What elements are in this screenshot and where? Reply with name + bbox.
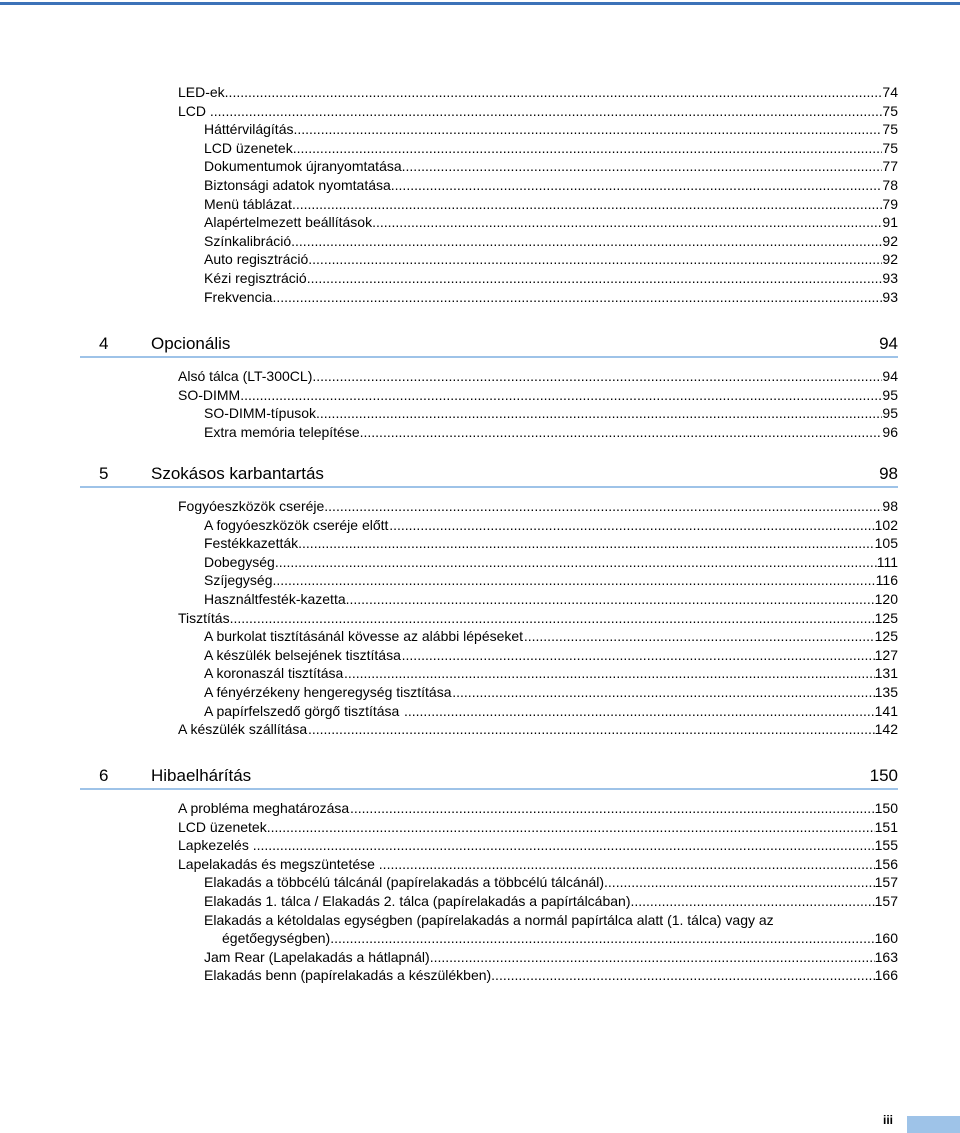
toc-entry[interactable] [0, 799, 960, 817]
toc-entry-title: Lapkezelés [178, 837, 249, 854]
toc-entry-page: 155 [874, 837, 898, 854]
toc-entry[interactable] [0, 386, 960, 404]
toc-entry-page: 156 [874, 855, 898, 872]
dot-leader [308, 720, 875, 738]
dot-leader [293, 139, 883, 157]
toc-entry[interactable] [0, 911, 960, 929]
toc-entry-title: Festékkazetták [204, 535, 299, 552]
toc-entry-page: 135 [874, 684, 898, 700]
chapter-number: 6 [99, 766, 109, 785]
toc-entry-title: Frekvencia [204, 288, 273, 305]
toc-entry[interactable] [0, 176, 960, 194]
toc-entry-title: Alapértelmezett beállítások [204, 214, 373, 231]
chapter-page: 150 [869, 766, 898, 785]
dot-leader [330, 929, 874, 947]
toc-entry-page: 151 [874, 818, 898, 835]
toc-entry-title: A koronaszál tisztítása [204, 665, 344, 682]
dot-leader [240, 386, 882, 404]
chapter-page: 98 [879, 464, 898, 483]
toc-entry-title: Alsó tálca (LT-300CL) [178, 368, 313, 384]
toc-entry-page: 142 [874, 721, 898, 738]
toc-entry-page: 102 [874, 516, 898, 533]
toc-entry-title: Fogyóeszközök cseréje [178, 498, 325, 514]
toc-entry-title: SO-DIMM [178, 386, 241, 403]
toc-entry-page: 127 [874, 646, 898, 663]
dot-leader [272, 288, 882, 306]
toc-entry[interactable] [0, 250, 960, 268]
toc-entry-page: 75 [882, 139, 898, 156]
dot-leader [230, 609, 875, 627]
toc-entry-title: LCD üzenetek [204, 139, 293, 156]
toc-entry[interactable] [0, 892, 960, 910]
toc-entry-title: Extra memória telepítése [204, 423, 360, 440]
toc-entry[interactable] [0, 139, 960, 157]
toc-entry-title: égetőegységben) [222, 930, 331, 947]
toc-entry-title: A készülék belsejének tisztítása [204, 646, 401, 663]
toc-entry-page: 163 [874, 948, 898, 965]
dot-leader [389, 516, 874, 534]
dot-leader [267, 818, 875, 836]
toc-entry[interactable] [0, 120, 960, 138]
chapter-title: Hibaelhárítás [151, 766, 252, 785]
toc-entry[interactable] [0, 423, 960, 441]
dot-leader [275, 553, 877, 571]
toc-entry-page: 120 [874, 591, 898, 607]
toc-entry[interactable] [0, 553, 960, 571]
toc-entry-title: SO-DIMM-típusok [204, 405, 317, 422]
toc-entry[interactable] [0, 288, 960, 306]
toc-entry[interactable] [0, 157, 960, 175]
toc-entry-page: 95 [882, 405, 898, 422]
toc-entry-title: A probléma meghatározása [178, 800, 350, 816]
chapter-rule [80, 486, 898, 488]
toc-entry-title: LCD üzenetek [178, 818, 267, 835]
toc-entry-page: 75 [882, 102, 898, 119]
toc-entry-page: 157 [874, 874, 898, 891]
toc-entry-page: 93 [882, 288, 898, 305]
toc-entry-page: 93 [882, 270, 898, 286]
toc-entry-title: Kézi regisztráció [204, 270, 307, 286]
toc-entry-title: Szíjegység [204, 572, 273, 589]
toc-entry-title: Dobegység [204, 553, 275, 570]
toc-entry-page: 105 [874, 535, 898, 552]
toc-entry-title: Lapelakadás és megszüntetése [178, 855, 375, 872]
dot-leader [344, 664, 875, 682]
dot-leader [360, 423, 883, 441]
chapter-heading[interactable] [0, 764, 960, 788]
dot-leader [350, 799, 875, 817]
chapter-heading[interactable] [0, 332, 960, 356]
toc-entry[interactable] [0, 497, 960, 515]
dot-leader [291, 232, 882, 250]
toc-entry-title: Háttérvilágítás [204, 121, 294, 138]
dot-leader [312, 367, 882, 385]
toc-entry[interactable] [0, 855, 960, 873]
toc-entry-page: 96 [882, 423, 898, 440]
dot-leader [404, 702, 875, 720]
dot-leader [307, 269, 883, 287]
toc-entry-page: 125 [874, 628, 898, 645]
dot-leader [452, 683, 874, 701]
toc-entry-title: Használtfesték-kazetta [204, 591, 346, 607]
toc-entry-page: 141 [874, 702, 898, 719]
dot-leader [292, 195, 882, 213]
toc-entry-title: A papírfelszedő görgő tisztítása [204, 702, 400, 719]
toc-entry-page: 116 [875, 572, 898, 589]
dot-leader [524, 627, 875, 645]
chapter-title: Opcionális [151, 334, 231, 353]
dot-leader [324, 497, 882, 515]
toc-entry-title: Auto regisztráció [204, 251, 309, 268]
toc-entry-title: A fogyóeszközök cseréje előtt [204, 516, 389, 533]
toc-entry[interactable] [0, 702, 960, 720]
toc-entry[interactable] [0, 516, 960, 534]
toc-entry[interactable] [0, 818, 960, 836]
dot-leader [630, 892, 874, 910]
toc-entry-page: 157 [874, 893, 898, 909]
toc-entry[interactable] [0, 232, 960, 250]
chapter-number: 4 [99, 334, 109, 353]
toc-entry[interactable] [0, 664, 960, 682]
toc-entry-page: 125 [874, 609, 898, 626]
toc-entry-title: A készülék szállítása [178, 721, 308, 738]
toc-entry[interactable] [0, 404, 960, 422]
toc-entry[interactable] [0, 571, 960, 589]
dot-leader [402, 157, 883, 175]
corner-tab [907, 1116, 960, 1133]
toc-entry-title: Menü táblázat [204, 195, 292, 212]
toc-entry-title: Elakadás 1. tálca / Elakadás 2. tálca (papírelakadás a papírtálcában) [204, 893, 631, 909]
toc-entry-page: 79 [882, 195, 898, 212]
chapter-page: 94 [879, 334, 898, 353]
toc-entry[interactable] [0, 83, 960, 101]
toc-entry-page: 160 [874, 930, 898, 947]
toc-entry-page: 95 [882, 386, 898, 403]
toc-entry[interactable] [0, 720, 960, 738]
dot-leader [391, 176, 883, 194]
toc-entry[interactable] [0, 590, 960, 608]
toc-entry-title: LED-ek [178, 84, 225, 100]
toc-entry-page: 150 [874, 800, 898, 816]
toc-entry-title: Dokumentumok újranyomtatása [204, 158, 402, 175]
dot-leader [430, 948, 875, 966]
toc-entry[interactable] [0, 534, 960, 552]
dot-leader [372, 213, 882, 231]
toc-entry[interactable] [0, 269, 960, 287]
toc-entry-page: 166 [874, 967, 898, 984]
toc-entry-page: 78 [882, 177, 898, 193]
dot-leader [308, 250, 882, 268]
toc-entry-title: LCD [178, 102, 207, 119]
toc-entry-title: Elakadás a többcélú tálcánál (papírelakadás a többcélú tálcánál) [204, 874, 605, 891]
chapter-rule [80, 356, 898, 358]
toc-entry-page: 94 [882, 368, 898, 384]
toc-entry-page: 131 [874, 665, 898, 682]
dot-leader [272, 571, 875, 589]
toc-entry[interactable] [0, 195, 960, 213]
toc-entry-page: 98 [882, 498, 898, 514]
toc-entry[interactable] [0, 213, 960, 231]
dot-leader [210, 102, 883, 120]
toc-entry-title: Jam Rear (Lapelakadás a hátlapnál) [204, 948, 430, 965]
toc-entry[interactable] [0, 948, 960, 966]
chapter-heading[interactable] [0, 462, 960, 486]
toc-entry-page: 74 [882, 84, 898, 100]
chapter-number: 5 [99, 464, 109, 483]
toc-entry[interactable] [0, 102, 960, 120]
toc-entry[interactable] [0, 627, 960, 645]
toc-entry-page: 111 [876, 553, 898, 570]
toc-entry-title: A burkolat tisztításánál kövesse az alábbi lépéseket [204, 628, 524, 645]
dot-leader [379, 855, 875, 873]
chapter-title: Szokásos karbantartás [151, 464, 324, 483]
toc-entry[interactable] [0, 646, 960, 664]
toc-entry[interactable] [0, 683, 960, 701]
toc-entry-title: Biztonsági adatok nyomtatása [204, 177, 391, 193]
top-rule [0, 2, 960, 5]
toc-entry-page: 77 [882, 158, 898, 175]
page-number: iii [883, 1113, 894, 1127]
toc-entry[interactable] [0, 929, 960, 947]
dot-leader [491, 966, 874, 984]
dot-leader [316, 404, 882, 422]
toc-entry[interactable] [0, 966, 960, 984]
toc-entry[interactable] [0, 609, 960, 627]
dot-leader [402, 646, 875, 664]
toc-entry-title: Tisztítás [178, 609, 230, 626]
toc-entry-page: 75 [882, 121, 898, 138]
toc-entry-page: 92 [882, 251, 898, 268]
dot-leader [298, 534, 874, 552]
dot-leader [253, 836, 875, 854]
dot-leader [225, 83, 883, 101]
dot-leader [604, 873, 875, 891]
toc-entry-title: Színkalibráció [204, 232, 292, 249]
toc-entry-title: Elakadás benn (papírelakadás a készülékben) [204, 967, 492, 984]
toc-entry[interactable] [0, 836, 960, 854]
toc-entry[interactable] [0, 873, 960, 891]
dot-leader [293, 120, 882, 138]
dot-leader [346, 590, 875, 608]
toc-entry[interactable] [0, 367, 960, 385]
toc-entry-page: 91 [882, 214, 898, 231]
toc-entry-page: 92 [882, 232, 898, 249]
toc-entry-title: Elakadás a kétoldalas egységben (papírelakadás a normál papírtálca alatt (1. tálca) vagy az [204, 911, 774, 928]
toc-entry-title: A fényérzékeny hengeregység tisztítása [204, 684, 452, 700]
chapter-rule [80, 788, 898, 790]
